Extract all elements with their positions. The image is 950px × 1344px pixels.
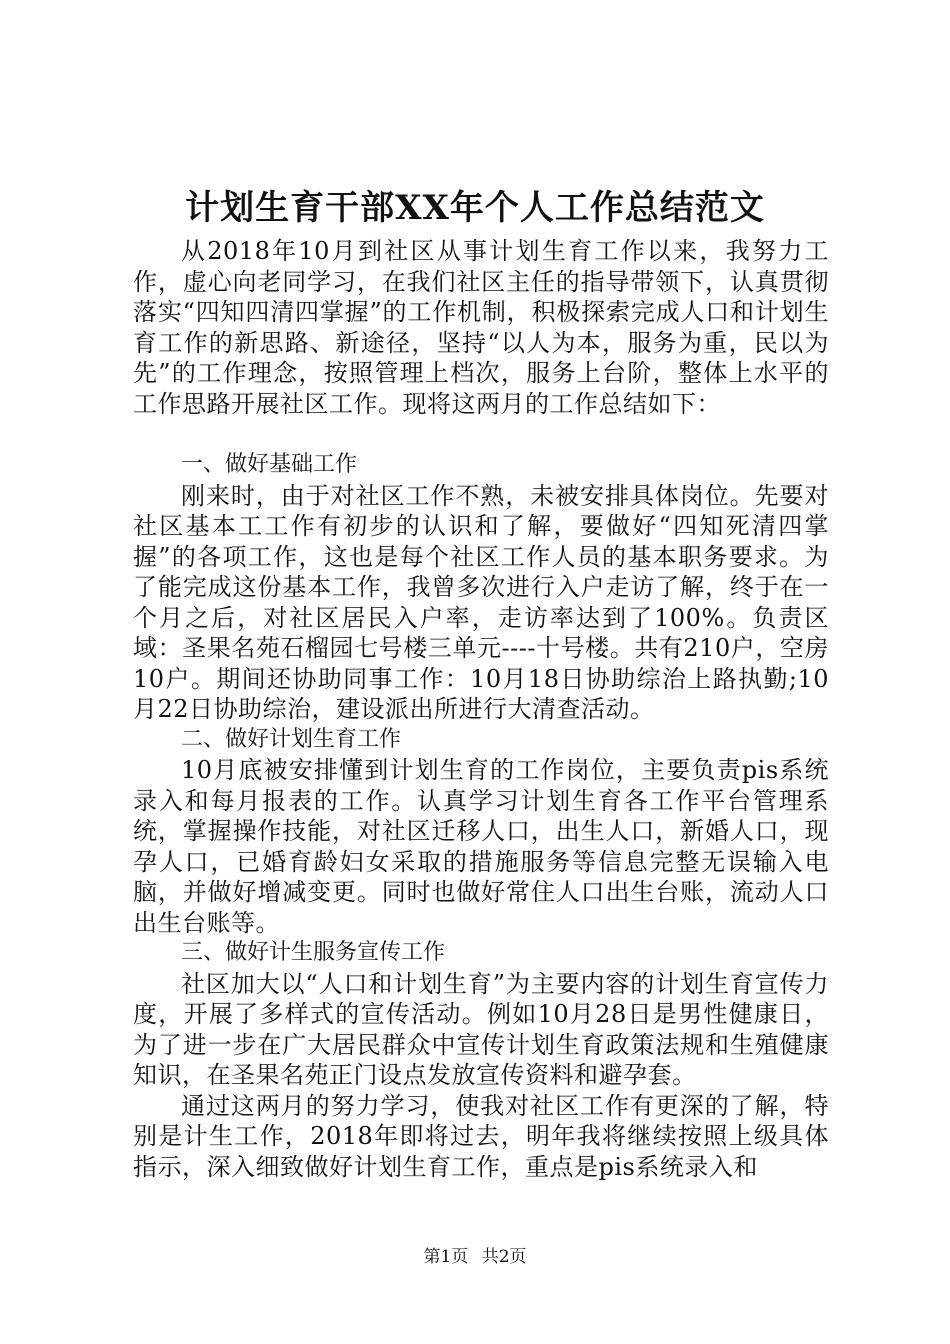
section-heading-2: 二、做好计划生育工作 xyxy=(181,726,402,752)
section-heading-3: 三、做好计生服务宣传工作 xyxy=(181,940,446,965)
section-paragraph-2: 10月底被安排懂到计划生育的工作岗位，主要负责pis系统录入和每月报表的工作。认真学习计划生育各工作平台管理系统，掌握操作技能，对社区迁移人口，出生人口，新婚人口，现孕人口，已婚育龄妇女采取的措施服务等信息完整无误输入电脑，并做好增减变更。同时也做好常住人口出生台账，流动人口出生台账等。 xyxy=(133,756,829,937)
page-number: 第1页 xyxy=(423,1247,469,1267)
document-body xyxy=(133,236,829,1182)
section-paragraph-1: 刚来时，由于对社区工作不熟，未被安排具体岗位。先要对社区基本工工作有初步的认识和了解，要做好“四知死清四掌握”的各项工作，这也是每个社区工作人员的基本职务要求。为了能完成这份基本工作，我曾多次进行入户走访了解，终于在一个月之后，对社区居民入户率，走访率达到了100%。负责区域：圣果名苑石榴园七号楼三单元----十号楼。共有210户，空房10户。期间还协助同事工作：10月18日协助综治上路执勤;10月22日协助综治，建设派出所进行大清查活动。 xyxy=(133,481,829,723)
section-heading-1: 一、做好基础工作 xyxy=(181,452,358,477)
page-footer xyxy=(0,1246,950,1268)
document-title: 计划生育干部XX年个人工作总结范文 xyxy=(185,188,765,228)
section-paragraph-3: 社区加大以“人口和计划生育”为主要内容的计划生育宣传力度，开展了多样式的宣传活动。例如10月28日是男性健康日，为了进一步在广大居民群众中宣传计划生育政策法规和生殖健康知识，在圣果名苑正门设点发放宣传资料和避孕套。 xyxy=(133,969,829,1089)
closing-paragraph: 通过这两月的努力学习，使我对社区工作有更深的了解，特别是计生工作，2018年即将过去，明年我将继续按照上级具体指示，深入细致做好计划生育工作，重点是pis系统录入和 xyxy=(133,1091,829,1181)
page-total: 共2页 xyxy=(481,1247,527,1267)
paragraph-gap xyxy=(133,419,829,450)
intro-paragraph: 从2018年10月到社区从事计划生育工作以来，我努力工作，虚心向老同学习，在我们社区主任的指导带领下，认真贯彻落实“四知四清四掌握”的工作机制，积极探索完成人口和计划生育工作的新思路、新途径，坚持“以人为本，服务为重，民以为先”的工作理念，按照管理上档次，服务上台阶，整体上水平的工作思路开展社区工作。现将这两月的工作总结如下： xyxy=(133,237,829,418)
